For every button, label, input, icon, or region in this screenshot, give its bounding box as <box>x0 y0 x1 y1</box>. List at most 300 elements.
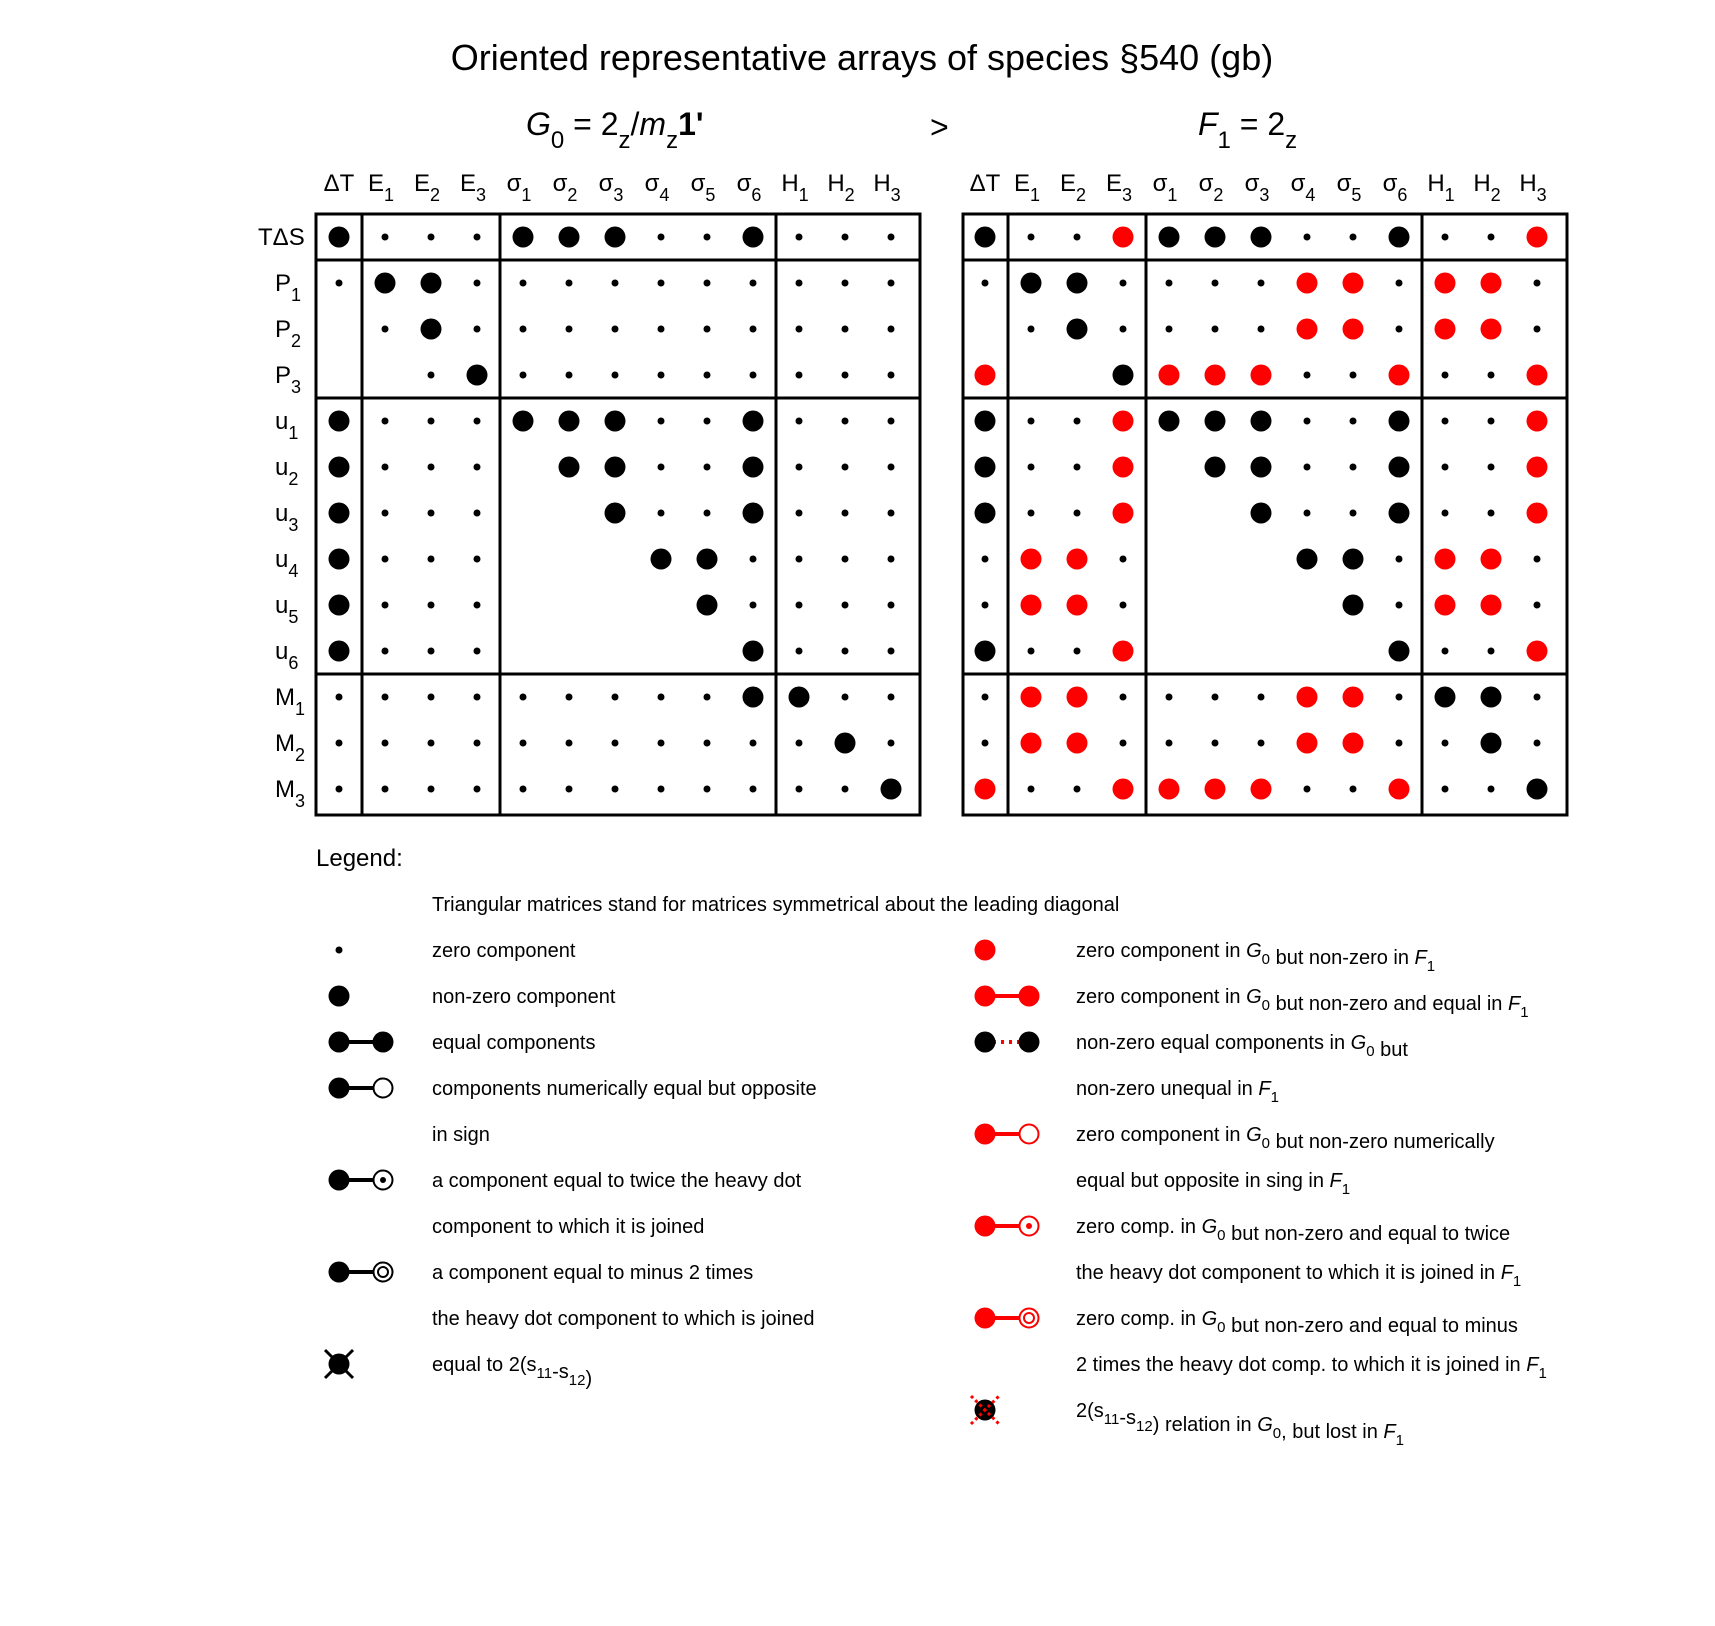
red-component-dot <box>1297 733 1318 754</box>
nonzero-component-dot <box>1343 549 1364 570</box>
zero-component-dot <box>1442 418 1449 425</box>
right-matrix <box>963 170 1567 815</box>
nonzero-component-dot <box>743 411 764 432</box>
red-component-dot <box>1435 273 1456 294</box>
zero-component-dot <box>1534 556 1541 563</box>
red-component-dot <box>1113 641 1134 662</box>
zero-component-dot <box>1074 786 1081 793</box>
zero-component-dot <box>704 372 711 379</box>
nonzero-component-dot <box>605 411 626 432</box>
nonzero-component-dot <box>743 457 764 478</box>
red-component-dot <box>1113 503 1134 524</box>
nonzero-component-dot <box>329 457 350 478</box>
zero-component-dot <box>796 510 803 517</box>
nonzero-component-dot <box>329 411 350 432</box>
zero-component-dot <box>566 326 573 333</box>
row-label: TΔS <box>258 224 305 251</box>
legend-text: components numerically equal but opposite <box>432 1078 817 1100</box>
red-component-dot <box>1435 595 1456 616</box>
zero-component-dot <box>428 648 435 655</box>
legend-note: Triangular matrices stand for matrices symmetrical about the leading diagonal <box>432 894 1120 916</box>
zero-component-dot <box>1120 326 1127 333</box>
zero-component-dot <box>1258 740 1265 747</box>
nonzero-component-dot <box>513 227 534 248</box>
column-label: $H_1$ <box>781 170 809 205</box>
zero-component-dot <box>1488 418 1495 425</box>
red-component-dot <box>1205 365 1226 386</box>
legend-text: zero component <box>432 940 576 962</box>
red-component-dot <box>1343 733 1364 754</box>
zero-component-dot <box>1442 372 1449 379</box>
joined-equal-icon <box>329 1032 394 1053</box>
zero-component-dot <box>612 740 619 747</box>
zero-component-dot <box>520 372 527 379</box>
nonzero-component-dot <box>1435 687 1456 708</box>
zero-component-dot <box>428 418 435 425</box>
zero-component-dot <box>1442 510 1449 517</box>
nonzero-component-dot <box>1389 411 1410 432</box>
red-component-dot <box>1389 779 1410 800</box>
zero-component-dot <box>796 326 803 333</box>
zero-component-dot <box>1534 326 1541 333</box>
zero-component-dot <box>382 602 389 609</box>
row-label: $u_3$ <box>275 500 299 535</box>
zero-component-dot <box>520 694 527 701</box>
nonzero-component-dot <box>743 503 764 524</box>
zero-component-dot <box>382 694 389 701</box>
zero-component-dot <box>658 510 665 517</box>
zero-component-dot <box>704 694 711 701</box>
zero-component-dot <box>474 510 481 517</box>
row-label: $u_6$ <box>275 638 299 673</box>
legend-text: non-zero unequal in $F_1$ <box>1076 1078 1279 1106</box>
red-component-dot <box>1113 779 1134 800</box>
zero-component-dot <box>1350 464 1357 471</box>
nonzero-component-dot <box>1021 273 1042 294</box>
legend-text: non-zero equal components in $G_0$ but <box>1076 1032 1408 1061</box>
legend-right-column <box>971 940 1547 1450</box>
zero-component-dot <box>474 648 481 655</box>
nonzero-component-dot <box>467 365 488 386</box>
zero-component-dot <box>982 602 989 609</box>
nonzero-component-dot <box>1389 503 1410 524</box>
zero-component-dot <box>704 280 711 287</box>
legend-text: zero component in $G_0$ but non-zero numerically <box>1076 1124 1495 1153</box>
column-label: ΔT <box>969 170 1001 197</box>
zero-component-dot <box>750 326 757 333</box>
column-label: $H_1$ <box>1427 170 1455 205</box>
column-label: $\sigma_2$ <box>1198 170 1224 205</box>
red-component-dot <box>975 779 996 800</box>
red-component-dot <box>1527 503 1548 524</box>
legend-text: zero component in $G_0$ but non-zero in $F_1$ <box>1076 940 1436 975</box>
zero-component-dot <box>842 510 849 517</box>
column-label: $E_1$ <box>1013 170 1041 205</box>
red-component-dot <box>1067 687 1088 708</box>
zero-component-dot <box>1304 372 1311 379</box>
legend-text: zero component in $G_0$ but non-zero and equal in $F_1$ <box>1076 986 1529 1021</box>
zero-component-dot <box>842 326 849 333</box>
zero-component-dot <box>382 234 389 241</box>
zero-component-dot <box>888 326 895 333</box>
red-component-dot <box>1481 273 1502 294</box>
zero-component-dot <box>888 418 895 425</box>
nonzero-component-dot <box>1297 549 1318 570</box>
joined-opposite-icon <box>329 1078 393 1099</box>
zero-component-dot <box>842 602 849 609</box>
zero-component-dot <box>1074 648 1081 655</box>
zero-component-dot <box>658 786 665 793</box>
zero-component-dot <box>704 740 711 747</box>
zero-component-dot <box>520 326 527 333</box>
red-component-dot <box>1527 641 1548 662</box>
joined-twice-icon <box>329 1170 393 1191</box>
zero-component-dot <box>1028 464 1035 471</box>
column-label: $E_3$ <box>1105 170 1133 205</box>
zero-component-dot <box>1442 740 1449 747</box>
joined-minus-two-icon <box>329 1262 393 1283</box>
zero-component-dot <box>1534 740 1541 747</box>
zero-component-dot <box>336 740 343 747</box>
zero-component-dot <box>982 280 989 287</box>
red-component-dot <box>1435 549 1456 570</box>
red-crossed-dot-icon <box>971 1396 999 1424</box>
nonzero-component-dot <box>743 687 764 708</box>
zero-component-dot <box>1396 694 1403 701</box>
zero-component-dot <box>1442 464 1449 471</box>
zero-component-dot <box>842 786 849 793</box>
zero-component-dot <box>888 234 895 241</box>
red-component-dot <box>1481 319 1502 340</box>
nonzero-component-dot <box>975 411 996 432</box>
red-component-dot <box>1159 779 1180 800</box>
red-joined-twice-icon <box>975 1216 1039 1237</box>
red-component-dot <box>1297 687 1318 708</box>
zero-component-dot <box>658 372 665 379</box>
row-label: $u_5$ <box>275 592 299 627</box>
nonzero-component-dot <box>697 549 718 570</box>
zero-component-dot <box>1028 510 1035 517</box>
zero-component-dot <box>888 372 895 379</box>
zero-component-dot <box>1166 326 1173 333</box>
red-component-dot <box>1113 457 1134 478</box>
red-component-dot <box>1481 595 1502 616</box>
red-component-dot <box>1481 549 1502 570</box>
nonzero-component-dot <box>1481 687 1502 708</box>
red-component-dot <box>1251 365 1272 386</box>
nonzero-component-dot <box>1527 779 1548 800</box>
zero-component-dot <box>1028 648 1035 655</box>
nonzero-component-dot <box>789 687 810 708</box>
zero-component-dot <box>428 510 435 517</box>
row-label: $u_1$ <box>275 408 299 443</box>
red-component-dot <box>1527 365 1548 386</box>
nonzero-component-dot <box>1205 411 1226 432</box>
row-label: $P_3$ <box>275 362 302 397</box>
red-component-dot <box>1021 549 1042 570</box>
zero-component-dot <box>1074 464 1081 471</box>
zero-component-dot <box>658 694 665 701</box>
legend-text: zero comp. in $G_0$ but non-zero and equal to minus <box>1076 1308 1518 1337</box>
nonzero-component-dot <box>1113 365 1134 386</box>
red-joined-opposite-icon <box>975 1124 1039 1145</box>
legend-text: 2 times the heavy dot comp. to which it is joined in $F_1$ <box>1076 1354 1547 1382</box>
legend-text: equal components <box>432 1032 596 1054</box>
zero-component-dot <box>704 234 711 241</box>
zero-component-dot <box>888 280 895 287</box>
heavy-dot-icon <box>329 986 350 1007</box>
zero-component-dot <box>382 464 389 471</box>
zero-component-dot <box>1028 786 1035 793</box>
zero-component-dot <box>982 556 989 563</box>
nonzero-component-dot <box>743 227 764 248</box>
column-label: $E_2$ <box>413 170 441 205</box>
zero-component-dot <box>1166 280 1173 287</box>
red-component-dot <box>1435 319 1456 340</box>
column-label: $H_2$ <box>1473 170 1501 205</box>
zero-component-dot <box>1258 694 1265 701</box>
zero-component-dot <box>888 556 895 563</box>
zero-component-dot <box>842 464 849 471</box>
zero-component-dot <box>1488 372 1495 379</box>
zero-component-dot <box>1074 418 1081 425</box>
zero-component-dot <box>1534 602 1541 609</box>
zero-component-dot <box>382 740 389 747</box>
red-component-dot <box>1021 595 1042 616</box>
zero-component-dot <box>1534 694 1541 701</box>
zero-component-dot <box>428 694 435 701</box>
zero-component-dot <box>1074 234 1081 241</box>
row-label: $P_1$ <box>275 270 302 305</box>
legend-text: a component equal to minus 2 times <box>432 1262 754 1284</box>
crossed-dot-icon <box>325 1350 353 1378</box>
zero-component-dot <box>428 556 435 563</box>
nonzero-component-dot <box>697 595 718 616</box>
zero-component-dot <box>1304 510 1311 517</box>
right-matrix-heading: $F_1 = 2_z$ <box>1198 106 1298 154</box>
zero-component-dot <box>842 556 849 563</box>
zero-component-dot <box>474 464 481 471</box>
row-label: $P_2$ <box>275 316 302 351</box>
zero-component-dot <box>474 740 481 747</box>
zero-component-dot <box>842 648 849 655</box>
zero-component-dot <box>1258 326 1265 333</box>
red-joined-equal-icon <box>975 986 1040 1007</box>
zero-component-dot <box>382 418 389 425</box>
zero-component-dot <box>1120 694 1127 701</box>
nonzero-component-dot <box>605 457 626 478</box>
red-component-dot <box>1067 595 1088 616</box>
zero-component-dot <box>520 786 527 793</box>
column-label: $\sigma_4$ <box>644 170 670 205</box>
zero-component-dot <box>336 280 343 287</box>
nonzero-component-dot <box>975 503 996 524</box>
column-label: $\sigma_3$ <box>598 170 624 205</box>
zero-component-dot <box>658 464 665 471</box>
zero-component-dot <box>474 280 481 287</box>
legend-text: equal to $2(s_{11}-s_{12})$ <box>432 1354 593 1390</box>
comparison-symbol: > <box>930 109 949 145</box>
zero-component-dot <box>1074 510 1081 517</box>
zero-component-dot <box>612 372 619 379</box>
column-label: $\sigma_5$ <box>1336 170 1362 205</box>
zero-component-dot <box>382 786 389 793</box>
zero-component-dot <box>658 740 665 747</box>
zero-component-dot <box>888 510 895 517</box>
nonzero-component-dot <box>1389 641 1410 662</box>
zero-component-dot <box>336 786 343 793</box>
zero-component-dot <box>474 786 481 793</box>
zero-component-dot <box>750 372 757 379</box>
zero-component-dot <box>982 740 989 747</box>
nonzero-component-dot <box>1159 411 1180 432</box>
nonzero-component-dot <box>835 733 856 754</box>
column-label: ΔT <box>323 170 355 197</box>
zero-component-dot <box>1120 740 1127 747</box>
zero-component-dot <box>658 234 665 241</box>
zero-component-dot <box>1488 786 1495 793</box>
zero-component-dot <box>1028 418 1035 425</box>
zero-component-dot <box>1212 694 1219 701</box>
zero-component-dot <box>1028 326 1035 333</box>
red-component-dot <box>1205 779 1226 800</box>
red-component-dot <box>1389 365 1410 386</box>
nonzero-component-dot <box>1251 503 1272 524</box>
red-component-dot <box>1021 733 1042 754</box>
red-component-dot <box>1343 319 1364 340</box>
nonzero-component-dot <box>329 595 350 616</box>
left-matrix-heading: $G_0 = 2_z/m_z1'$ <box>526 106 704 154</box>
zero-component-dot <box>1350 418 1357 425</box>
zero-component-dot <box>428 786 435 793</box>
column-label: $E_3$ <box>459 170 487 205</box>
zero-component-dot <box>796 602 803 609</box>
legend-text: the heavy dot component to which is joined <box>432 1308 815 1330</box>
zero-component-dot <box>566 740 573 747</box>
zero-component-dot <box>474 556 481 563</box>
page-title: Oriented representative arrays of species §540 (gb) <box>450 37 1274 78</box>
zero-component-dot <box>566 280 573 287</box>
zero-component-dot <box>704 464 711 471</box>
nonzero-component-dot <box>1343 595 1364 616</box>
legend-heading: Legend: <box>316 845 403 872</box>
zero-component-dot <box>796 234 803 241</box>
red-component-dot <box>1251 779 1272 800</box>
red-component-dot <box>1113 227 1134 248</box>
zero-component-dot <box>566 694 573 701</box>
zero-component-dot <box>1120 280 1127 287</box>
zero-component-dot <box>888 694 895 701</box>
column-label: $\sigma_3$ <box>1244 170 1270 205</box>
zero-component-dot <box>842 418 849 425</box>
zero-component-dot <box>1442 234 1449 241</box>
zero-component-dot <box>704 418 711 425</box>
zero-component-dot <box>658 326 665 333</box>
nonzero-component-dot <box>881 779 902 800</box>
red-dot-icon <box>975 940 996 961</box>
zero-component-dot <box>982 694 989 701</box>
red-component-dot <box>1343 273 1364 294</box>
red-component-dot <box>1159 365 1180 386</box>
nonzero-component-dot <box>559 227 580 248</box>
column-label: $\sigma_6$ <box>736 170 762 205</box>
red-joined-minus-two-icon <box>975 1308 1039 1329</box>
column-label: $E_2$ <box>1059 170 1087 205</box>
zero-component-dot <box>1350 510 1357 517</box>
row-label: $M_3$ <box>275 776 306 811</box>
red-component-dot <box>1527 457 1548 478</box>
zero-component-dot <box>842 694 849 701</box>
red-component-dot <box>1343 687 1364 708</box>
zero-component-dot <box>382 648 389 655</box>
zero-component-dot <box>750 280 757 287</box>
zero-component-dot <box>1304 234 1311 241</box>
legend-text: component to which it is joined <box>432 1216 705 1238</box>
nonzero-component-dot <box>975 227 996 248</box>
red-component-dot <box>975 365 996 386</box>
zero-component-dot <box>750 740 757 747</box>
nonzero-component-dot <box>329 641 350 662</box>
column-label: $H_3$ <box>873 170 901 205</box>
nonzero-component-dot <box>1067 273 1088 294</box>
legend-text: a component equal to twice the heavy dot <box>432 1170 802 1192</box>
zero-component-dot <box>796 464 803 471</box>
zero-component-dot <box>474 602 481 609</box>
red-component-dot <box>1021 687 1042 708</box>
zero-component-dot <box>1396 602 1403 609</box>
zero-component-dot <box>1304 786 1311 793</box>
nonzero-component-dot <box>559 457 580 478</box>
zero-component-dot <box>750 786 757 793</box>
nonzero-component-dot <box>375 273 396 294</box>
red-component-dot <box>1297 273 1318 294</box>
zero-component-dot <box>796 372 803 379</box>
zero-component-dot <box>796 556 803 563</box>
zero-component-dot <box>474 418 481 425</box>
nonzero-component-dot <box>743 641 764 662</box>
legend-left-column <box>325 940 817 1390</box>
zero-component-dot <box>1396 326 1403 333</box>
zero-component-dot <box>704 326 711 333</box>
zero-component-dot <box>474 694 481 701</box>
zero-component-dot <box>1488 648 1495 655</box>
zero-component-dot <box>704 510 711 517</box>
nonzero-component-dot <box>975 457 996 478</box>
zero-component-dot <box>842 372 849 379</box>
zero-component-dot <box>1396 280 1403 287</box>
nonzero-component-dot <box>1159 227 1180 248</box>
zero-component-dot <box>888 602 895 609</box>
nonzero-component-dot <box>1251 411 1272 432</box>
column-label: $\sigma_5$ <box>690 170 716 205</box>
zero-component-dot <box>474 234 481 241</box>
nonzero-component-dot <box>605 227 626 248</box>
zero-component-dot <box>612 694 619 701</box>
legend-text: $2(s_{11}-s_{12})$ relation in $G_0$, but lost in $F_1$ <box>1076 1400 1404 1449</box>
nonzero-component-dot <box>329 549 350 570</box>
zero-component-dot <box>612 326 619 333</box>
legend-text: in sign <box>432 1124 490 1146</box>
small-dot-icon <box>336 947 343 954</box>
zero-component-dot <box>1120 556 1127 563</box>
column-label: $\sigma_6$ <box>1382 170 1408 205</box>
nonzero-component-dot <box>1067 319 1088 340</box>
zero-component-dot <box>842 234 849 241</box>
legend-text: the heavy dot component to which it is joined in $F_1$ <box>1076 1262 1522 1290</box>
nonzero-component-dot <box>559 411 580 432</box>
left-matrix <box>258 170 920 815</box>
zero-component-dot <box>1028 234 1035 241</box>
